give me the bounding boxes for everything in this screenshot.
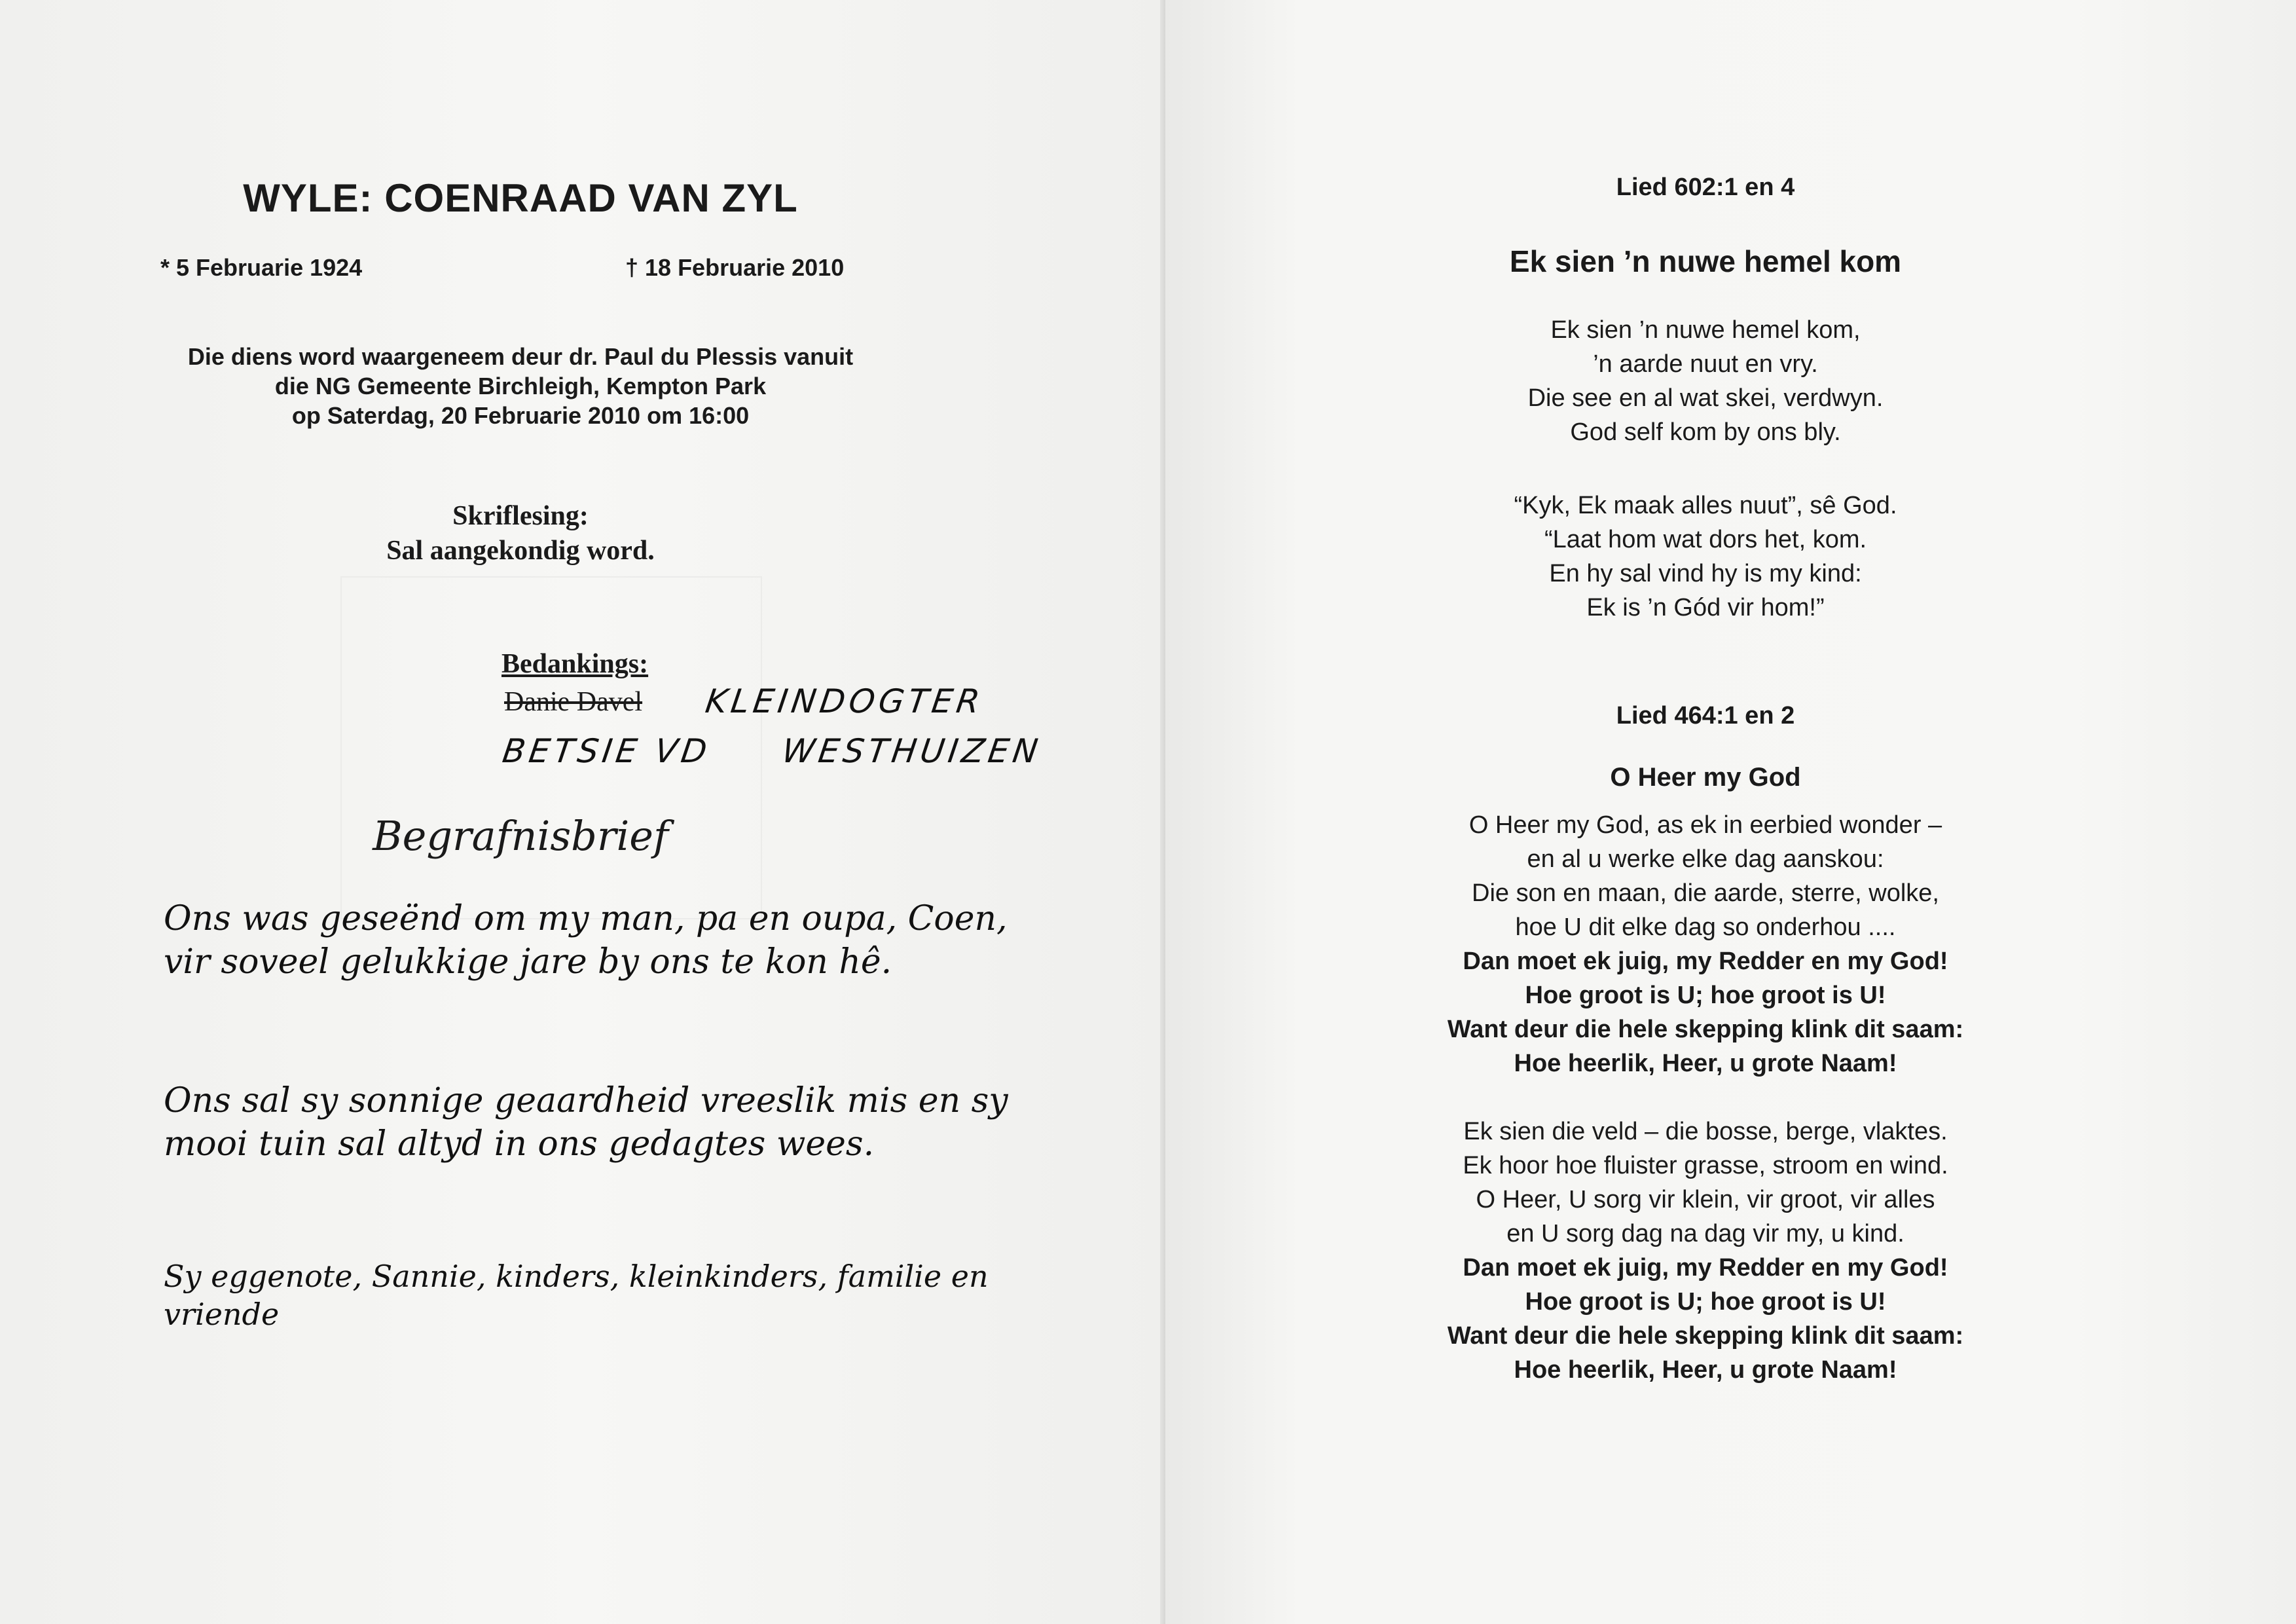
scripture-section xyxy=(157,499,884,568)
letter-signature: Sy eggenote, Sannie, kinders, kleinkinders, familie en vriende xyxy=(164,1259,989,1332)
verse-line: Ek sien die veld – die bosse, berge, vlaktes. xyxy=(1463,1118,1948,1145)
chorus-line: Want deur die hele skepping klink dit saam: xyxy=(1447,1322,1964,1350)
service-line: Die diens word waargeneem deur dr. Paul du Plessis vanuit xyxy=(187,343,854,370)
thanks-heading: Bedankings: xyxy=(501,649,649,679)
verse-line: O Heer my God, as ek in eerbied wonder – xyxy=(1468,811,1942,839)
verse-line: hoe U dit elke dag so onderhou .... xyxy=(1515,913,1896,941)
thanks-name-struck: Danie Davel xyxy=(504,687,643,717)
verse-line: ’n aarde nuut en vry. xyxy=(1593,350,1818,378)
hymns-column xyxy=(1300,0,2111,1387)
hymn-reference: Lied 464:1 en 2 xyxy=(1616,702,1795,729)
hymn-reference: Lied 602:1 en 4 xyxy=(1616,174,1795,201)
chorus-line: Dan moet ek juig, my Redder en my God! xyxy=(1463,1254,1948,1282)
death-date: † 18 Februarie 2010 xyxy=(625,254,845,281)
chorus-line: Hoe heerlik, Heer, u grote Naam! xyxy=(1514,1356,1897,1384)
verse-line: Ek sien ’n nuwe hemel kom, xyxy=(1550,316,1861,344)
letter-paragraph: Ons was geseënd om my man, pa en oupa, Coen, vir soveel gelukkige jare by ons te kon hê. xyxy=(164,899,1008,982)
verse-line: “Laat hom wat dors het, kom. xyxy=(1544,526,1867,553)
handwritten-correction: WESTHUIZEN xyxy=(779,732,1044,770)
chorus-line: Want deur die hele skepping klink dit saam: xyxy=(1447,1016,1964,1043)
letter-title: Begrafnisbrief xyxy=(373,812,668,860)
scripture-heading: Skriflesing: xyxy=(452,501,589,531)
verse-line: Ek is ’n Gód vir hom!” xyxy=(1586,594,1825,621)
hymn-verse xyxy=(1300,313,2111,449)
handwritten-correction: BETSIE VD xyxy=(500,732,714,770)
handwritten-correction: KLEINDOGTER xyxy=(702,682,986,720)
service-details xyxy=(157,342,884,430)
verse-line: “Kyk, Ek maak alles nuut”, sê God. xyxy=(1514,492,1897,519)
verse-line: Ek hoor hoe fluister grasse, stroom en wind. xyxy=(1463,1152,1948,1179)
chorus-line: Dan moet ek juig, my Redder en my God! xyxy=(1463,948,1948,975)
scripture-text: Sal aangekondig word. xyxy=(386,536,655,566)
verse-line: en U sorg dag na dag vir my, u kind. xyxy=(1506,1220,1904,1247)
verse-line: En hy sal vind hy is my kind: xyxy=(1549,560,1862,587)
hymn-title: Ek sien ’n nuwe hemel kom xyxy=(1509,244,1902,278)
verse-line: en al u werke elke dag aanskou: xyxy=(1527,845,1884,873)
hymn-verse xyxy=(1300,808,2111,1080)
hymn-title: O Heer my God xyxy=(1610,763,1801,792)
letter-paragraph: Ons sal sy sonnige geaardheid vreeslik mis en sy mooi tuin sal altyd in ons gedagtes wees. xyxy=(164,1081,1008,1164)
birth-date: * 5 Februarie 1924 xyxy=(160,254,363,281)
chorus-line: Hoe heerlik, Heer, u grote Naam! xyxy=(1514,1050,1897,1077)
verse-line: Die son en maan, die aarde, sterre, wolke, xyxy=(1472,879,1939,907)
service-line: op Saterdag, 20 Februarie 2010 om 16:00 xyxy=(291,402,750,429)
chorus-line: Hoe groot is U; hoe groot is U! xyxy=(1525,982,1886,1009)
service-line: die NG Gemeente Birchleigh, Kempton Park xyxy=(274,373,767,399)
hymn-verse xyxy=(1300,489,2111,625)
verse-line: God self kom by ons bly. xyxy=(1570,418,1841,446)
verse-line: Die see en al wat skei, verdwyn. xyxy=(1527,384,1884,412)
deceased-name-title: WYLE: COENRAAD VAN ZYL xyxy=(243,176,798,220)
chorus-line: Hoe groot is U; hoe groot is U! xyxy=(1525,1288,1886,1316)
hymn-verse xyxy=(1300,1115,2111,1387)
verse-line: O Heer, U sorg vir klein, vir groot, vir alles xyxy=(1476,1186,1935,1213)
